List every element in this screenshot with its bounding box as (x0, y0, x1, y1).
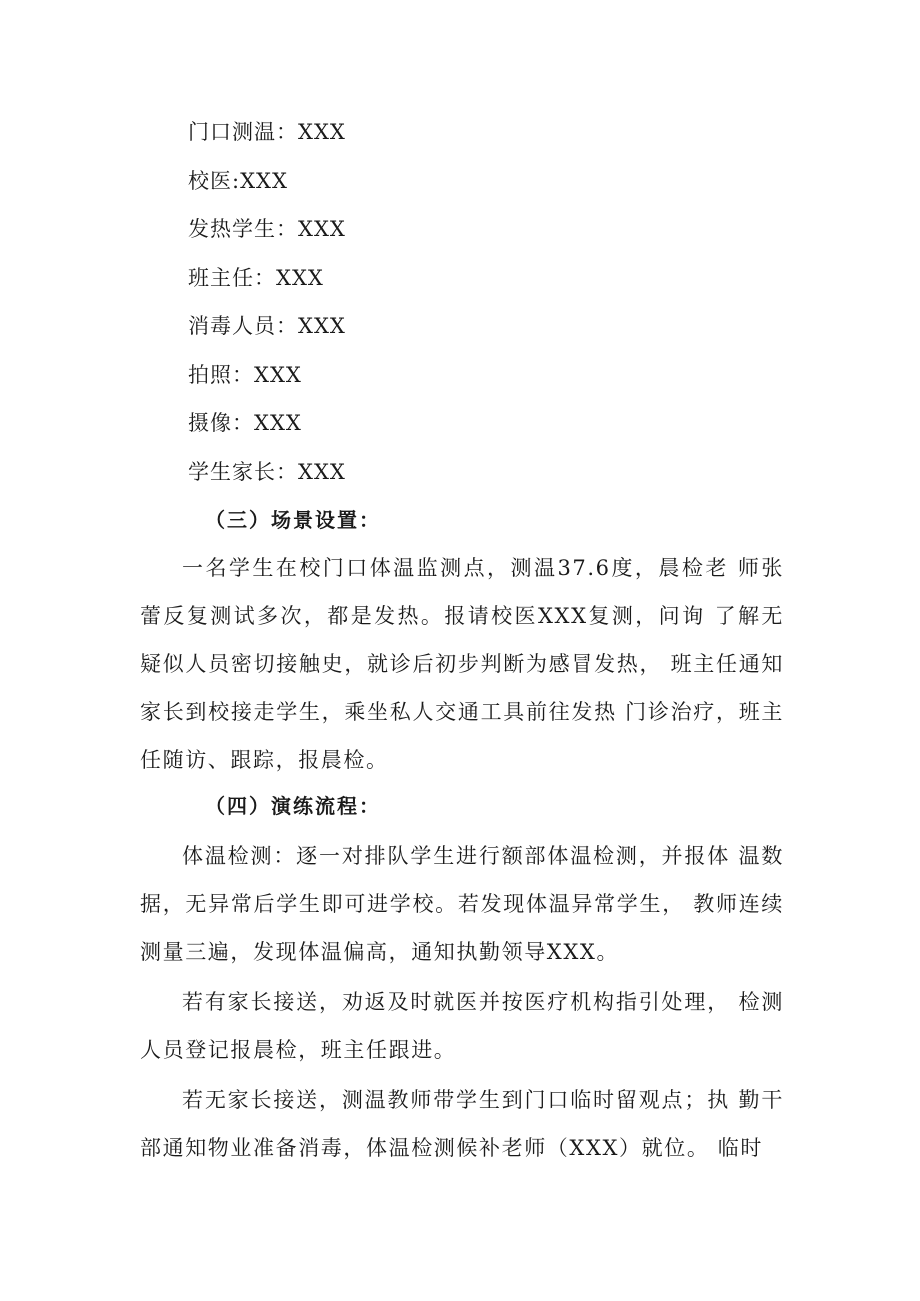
procedure-paragraph-no-parent: 若无家长接送，测温教师带学生到门口临时留观点；执 勤干部通知物业准备消毒，体温检测候补老师（XXX）就位。 临时 (140, 1088, 784, 1160)
roster-item-school-doctor: 校医:XXX (188, 168, 288, 193)
staff-roster (188, 112, 788, 500)
roster-item-fever-student: 发热学生：XXX (188, 217, 346, 241)
roster-item-video: 摄像：XXX (188, 411, 302, 435)
section-heading-procedure: （四）演练流程： (205, 794, 381, 818)
roster-item-head-teacher: 班主任：XXX (188, 265, 324, 290)
procedure-paragraph-temperature-check: 体温检测：逐一对排队学生进行额部体温检测，并报体 温数据，无异常后学生即可进学校。若发现体温异常学生， 教师连续测量三遍，发现体温偏高，通知执勤领导XXX。 (140, 844, 784, 964)
scenario-paragraph: 一名学生在校门口体温监测点，测温37.6度，晨检老 师张蕾反复测试多次，都是发热。报请校医XXX复测，问询 了解无疑似人员密切接触史，就诊后初步判断为感冒发热， 班主任通知家长到校接走学生，乘坐私人交通工具前往发热 门诊治疗，班主任随访、跟踪，报晨检。 (140, 556, 784, 772)
procedure-paragraph-parent-pickup: 若有家长接送，劝返及时就医并按医疗机构指引处理， 检测人员登记报晨检，班主任跟进。 (140, 990, 784, 1062)
roster-item-gate-temperature: 门口测温：XXX (188, 120, 346, 144)
roster-item-disinfection-staff: 消毒人员：XXX (188, 314, 346, 338)
section-heading-scenario: （三）场景设置： (205, 508, 381, 532)
roster-item-photography: 拍照：XXX (188, 362, 302, 387)
roster-item-parent: 学生家长：XXX (188, 459, 346, 484)
